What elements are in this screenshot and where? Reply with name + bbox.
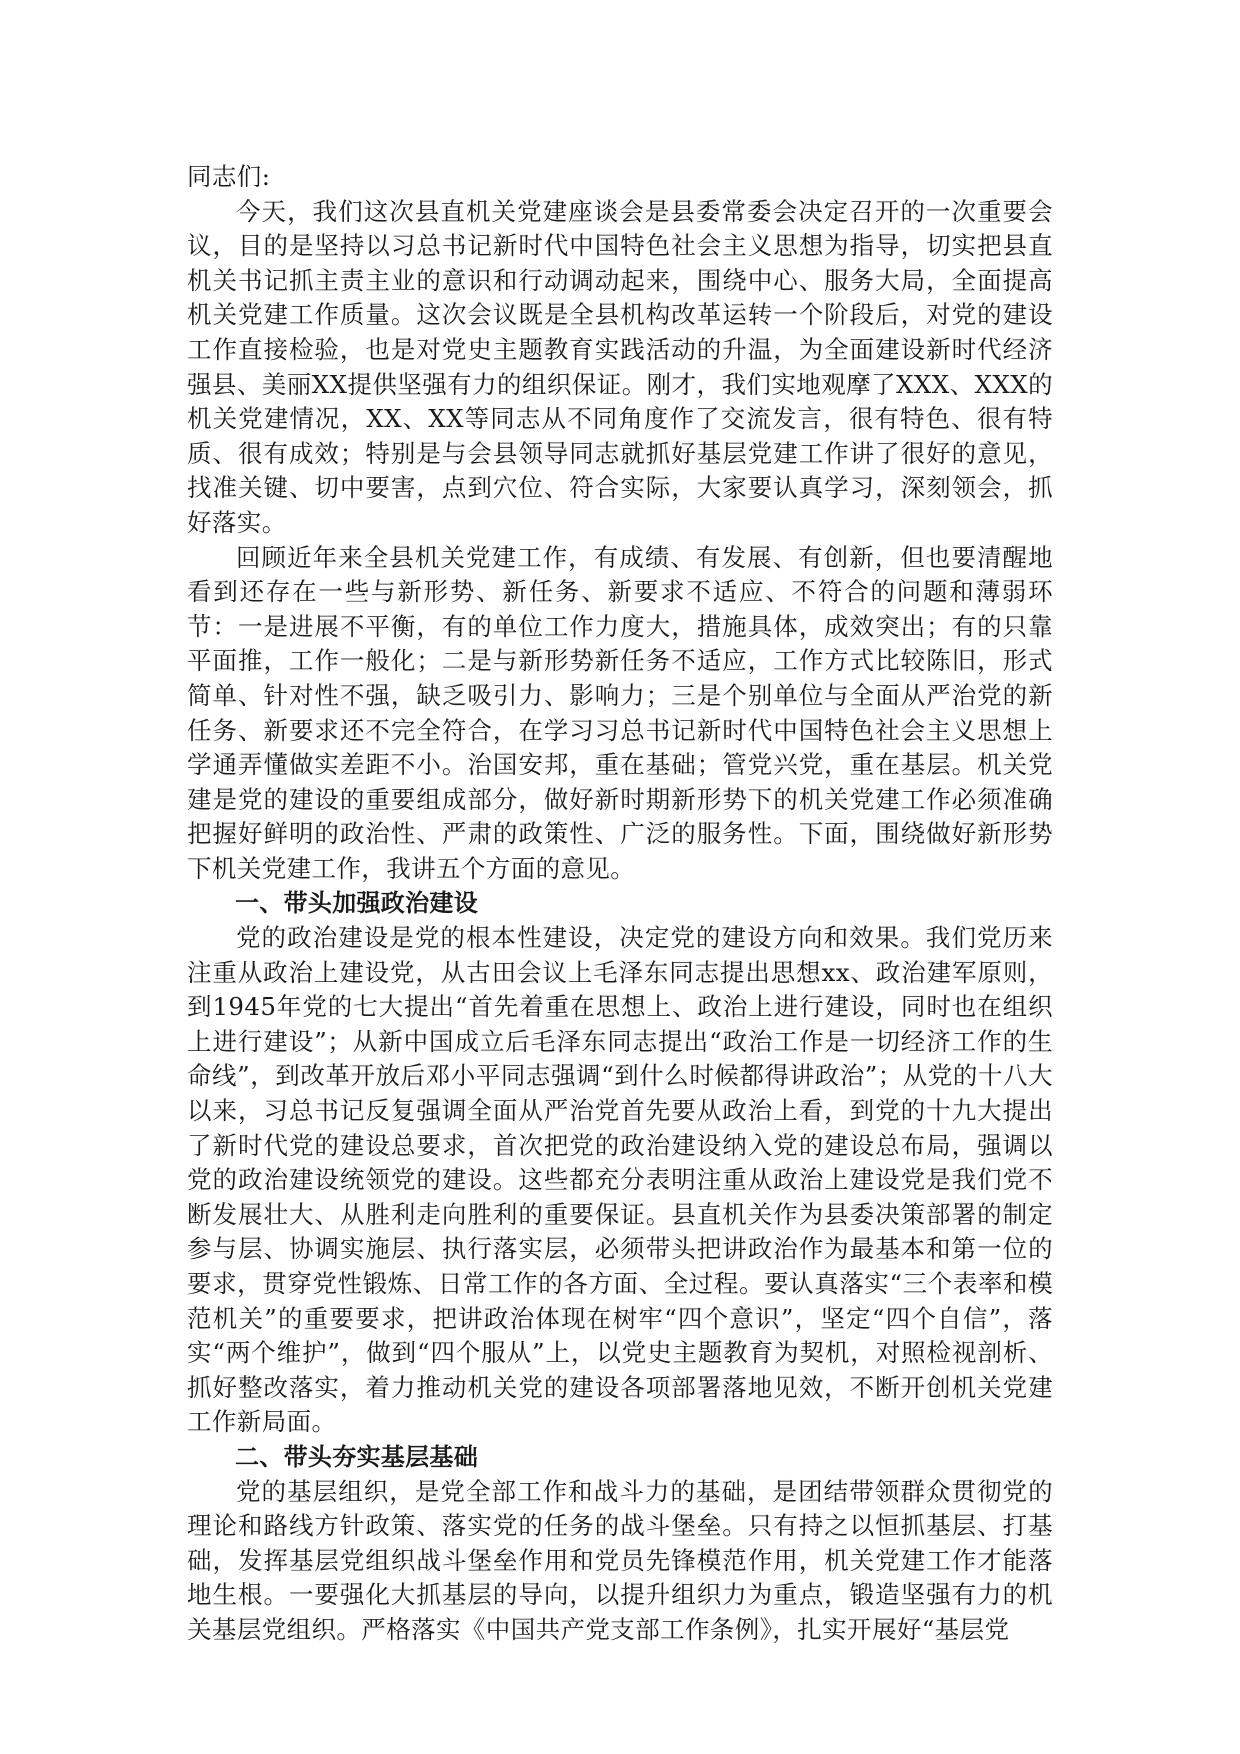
section-heading-2: 二、带头夯实基层基础	[235, 1442, 478, 1471]
section-heading-1: 一、带头加强政治建设	[235, 889, 478, 918]
document-body	[187, 160, 1053, 1648]
paragraph-opening: 今天，我们这次县直机关党建座谈会是县委常委会决定召开的一次重要会议，目的是坚持以习总书记新时代中国特色社会主义思想为指导，切实把县直机关书记抓主责主业的意识和行动调动起来，围绕中心、服务大局，全面提高机关党建工作质量。这次会议既是全县机构改革运转一个阶段后，对党的建设工作直接检验，也是对党史主题教育实践活动的升温，为全面建设新时代经济强县、美丽XX提供坚强有力的组织保证。刚才，我们实地观摩了XXX、XXX的机关党建情况，XX、XX等同志从不同角度作了交流发言，很有特色、很有特质、很有成效；特别是与会县领导同志就抓好基层党建工作讲了很好的意见，找准关键、切中要害，点到穴位、符合实际，大家要认真学习，深刻领会，抓好落实。	[187, 196, 1053, 537]
salutation: 同志们:	[187, 162, 271, 191]
paragraph-grassroots-foundation: 党的基层组织，是党全部工作和战斗力的基础，是团结带领群众贯彻党的理论和路线方针政策、落实党的任务的战斗堡垒。只有持之以恒抓基层、打基础，发挥基层党组织战斗堡垒作用和党员先锋模范作用，机关党建工作才能落地生根。一要强化大抓基层的导向，以提升组织力为重点，锻造坚强有力的机关基层党组织。严格落实《中国共产党支部工作条例》，扎实开展好“基层党	[187, 1476, 1053, 1644]
paragraph-political-construction: 党的政治建设是党的根本性建设，决定党的建设方向和效果。我们党历来注重从政治上建设党，从古田会议上毛泽东同志提出思想xx、政治建军原则，到1945年党的七大提出“首先着重在思想上、政治上进行建设，同时也在组织上进行建设”；从新中国成立后毛泽东同志提出“政治工作是一切经济工作的生命线”，到改革开放后邓小平同志强调“到什么时候都得讲政治”；从党的十八大以来，习总书记反复强调全面从严治党首先要从政治上看，到党的十九大提出了新时代党的建设总要求，首次把党的政治建设纳入党的建设总布局，强调以党的政治建设统领党的建设。这些都充分表明注重从政治上建设党是我们党不断发展壮大、从胜利走向胜利的重要保证。县直机关作为县委决策部署的制定参与层、协调实施层、执行落实层，必须带头把讲政治作为最基本和第一位的要求，贯穿党性锻炼、日常工作的各方面、全过程。要认真落实“三个表率和模范机关”的重要要求，把讲政治体现在树牢“四个意识”，坚定“四个自信”，落实“两个维护”，做到“四个服从”上，以党史主题教育为契机，对照检视剖析、抓好整改落实，着力推动机关党的建设各项部署落地见效，不断开创机关党建工作新局面。	[187, 923, 1053, 1437]
paragraph-review: 回顾近年来全县机关党建工作，有成绩、有发展、有创新，但也要清醒地看到还存在一些与新形势、新任务、新要求不适应、不符合的问题和薄弱环节：一是进展不平衡，有的单位工作力度大，措施具体，成效突出；有的只靠平面推，工作一般化；二是与新形势新任务不适应，工作方式比较陈旧，形式简单、针对性不强，缺乏吸引力、影响力；三是个别单位与全面从严治党的新任务、新要求还不完全符合，在学习习总书记新时代中国特色社会主义思想上学通弄懂做实差距不小。治国安邦，重在基础；管党兴党，重在基层。机关党建是党的建设的重要组成部分，做好新时期新形势下的机关党建工作必须准确把握好鲜明的政治性、严肃的政策性、广泛的服务性。下面，围绕做好新形势下机关党建工作，我讲五个方面的意见。	[187, 542, 1053, 883]
